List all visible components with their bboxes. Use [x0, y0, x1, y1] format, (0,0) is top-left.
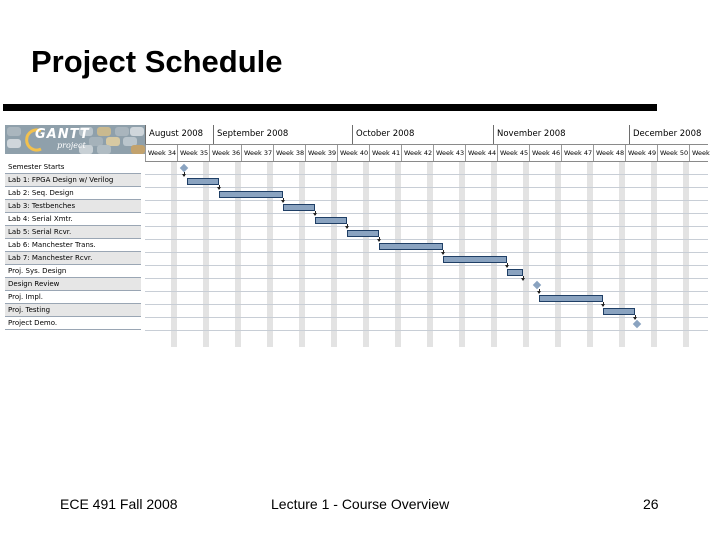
- week-header: Week 50: [657, 145, 689, 161]
- week-header: Week 34: [145, 145, 177, 161]
- task-bar[interactable]: [219, 191, 283, 198]
- task-bar[interactable]: [539, 295, 603, 302]
- dependency-arrow-icon: [182, 174, 186, 177]
- header-divider: [145, 161, 708, 162]
- weekend-stripe: [171, 162, 177, 347]
- week-header: Week: [689, 145, 708, 161]
- month-header: November 2008: [493, 125, 629, 144]
- dependency-arrow-icon: [633, 317, 637, 320]
- task-list: [5, 161, 141, 330]
- row-gridline: [145, 265, 708, 266]
- task-bar[interactable]: [443, 256, 507, 263]
- row-gridline: [145, 291, 708, 292]
- task-bar[interactable]: [283, 204, 315, 211]
- task-row[interactable]: Lab 5: Serial Rcvr.: [5, 226, 141, 239]
- task-bar[interactable]: [187, 178, 219, 185]
- task-bar[interactable]: [347, 230, 379, 237]
- dependency-arrow-icon: [313, 213, 317, 216]
- task-bar[interactable]: [603, 308, 635, 315]
- row-gridline: [145, 278, 708, 279]
- month-header: August 2008: [145, 125, 213, 144]
- dependency-arrow-icon: [601, 304, 605, 307]
- weekend-stripe: [491, 162, 497, 347]
- logo-hex-icon: [115, 127, 129, 136]
- week-header: Week 39: [305, 145, 337, 161]
- task-bar[interactable]: [379, 243, 443, 250]
- logo-subtext: project: [57, 141, 86, 150]
- weekend-stripe: [619, 162, 625, 347]
- row-gridline: [145, 304, 708, 305]
- title-rule: [3, 104, 657, 111]
- task-bar[interactable]: [507, 269, 523, 276]
- task-bar[interactable]: [315, 217, 347, 224]
- weekend-stripe: [427, 162, 433, 347]
- gantt-chart-screenshot: [5, 125, 708, 347]
- ganttproject-logo: [5, 125, 145, 154]
- weekend-stripe: [235, 162, 241, 347]
- weekend-stripe: [555, 162, 561, 347]
- month-header: December 2008: [629, 125, 708, 144]
- task-row[interactable]: Design Review: [5, 278, 141, 291]
- slide-title: Project Schedule: [31, 44, 283, 79]
- week-header: Week 41: [369, 145, 401, 161]
- logo-hex-icon: [97, 145, 111, 154]
- dependency-arrow-icon: [537, 291, 541, 294]
- row-gridline: [145, 226, 708, 227]
- weekend-stripe: [459, 162, 465, 347]
- weekend-stripe: [587, 162, 593, 347]
- task-row[interactable]: Lab 7: Manchester Rcvr.: [5, 252, 141, 265]
- week-header: Week 35: [177, 145, 209, 161]
- week-header: Week 43: [433, 145, 465, 161]
- dependency-arrow-icon: [441, 252, 445, 255]
- task-row[interactable]: Proj. Testing: [5, 304, 141, 317]
- week-header: Week 42: [401, 145, 433, 161]
- footer-page-number: 26: [643, 496, 659, 512]
- week-header: Week 45: [497, 145, 529, 161]
- task-row[interactable]: Proj. Sys. Design: [5, 265, 141, 278]
- week-header: Week 37: [241, 145, 273, 161]
- dependency-arrow-icon: [345, 226, 349, 229]
- week-header: Week 36: [209, 145, 241, 161]
- week-header: Week 38: [273, 145, 305, 161]
- task-row[interactable]: Project Demo.: [5, 317, 141, 330]
- footer-lecture: Lecture 1 - Course Overview: [271, 496, 450, 512]
- dependency-arrow-icon: [217, 187, 221, 190]
- weekend-stripe: [683, 162, 689, 347]
- week-header: Week 46: [529, 145, 561, 161]
- footer-course: ECE 491 Fall 2008: [60, 496, 178, 512]
- logo-hex-icon: [130, 127, 144, 136]
- task-row[interactable]: Proj. Impl.: [5, 291, 141, 304]
- week-header: Week 47: [561, 145, 593, 161]
- row-gridline: [145, 213, 708, 214]
- month-header: September 2008: [213, 125, 352, 144]
- weekend-stripe: [363, 162, 369, 347]
- week-header: Week 48: [593, 145, 625, 161]
- row-gridline: [145, 317, 708, 318]
- weekend-stripe: [203, 162, 209, 347]
- milestone-diamond[interactable]: [633, 320, 641, 328]
- dependency-arrow-icon: [505, 265, 509, 268]
- milestone-diamond[interactable]: [180, 164, 188, 172]
- task-row[interactable]: Lab 6: Manchester Trans.: [5, 239, 141, 252]
- logo-hex-icon: [131, 145, 145, 154]
- row-gridline: [145, 252, 708, 253]
- timeline-area: [145, 125, 708, 347]
- week-header: Week 49: [625, 145, 657, 161]
- task-row[interactable]: Lab 4: Serial Xmtr.: [5, 213, 141, 226]
- weekend-stripe: [395, 162, 401, 347]
- row-gridline: [145, 239, 708, 240]
- month-header: October 2008: [352, 125, 493, 144]
- task-row[interactable]: Lab 1: FPGA Design w/ Verilog: [5, 174, 141, 187]
- weekend-stripe: [331, 162, 337, 347]
- dependency-arrow-icon: [521, 278, 525, 281]
- logo-text: GANTT: [35, 127, 90, 142]
- milestone-diamond[interactable]: [533, 281, 541, 289]
- weekend-stripe: [523, 162, 529, 347]
- header-divider: [145, 144, 708, 145]
- weekend-stripe: [299, 162, 305, 347]
- task-row[interactable]: Semester Starts: [5, 161, 141, 174]
- task-row[interactable]: Lab 2: Seq. Design: [5, 187, 141, 200]
- task-row[interactable]: Lab 3: Testbenches: [5, 200, 141, 213]
- row-gridline: [145, 174, 708, 175]
- row-gridline: [145, 200, 708, 201]
- week-header: Week 44: [465, 145, 497, 161]
- weekend-stripe: [267, 162, 273, 347]
- dependency-arrow-icon: [281, 200, 285, 203]
- week-header: Week 40: [337, 145, 369, 161]
- logo-hex-icon: [97, 127, 111, 136]
- row-gridline: [145, 330, 708, 331]
- dependency-arrow-icon: [377, 239, 381, 242]
- weekend-stripe: [651, 162, 657, 347]
- row-gridline: [145, 187, 708, 188]
